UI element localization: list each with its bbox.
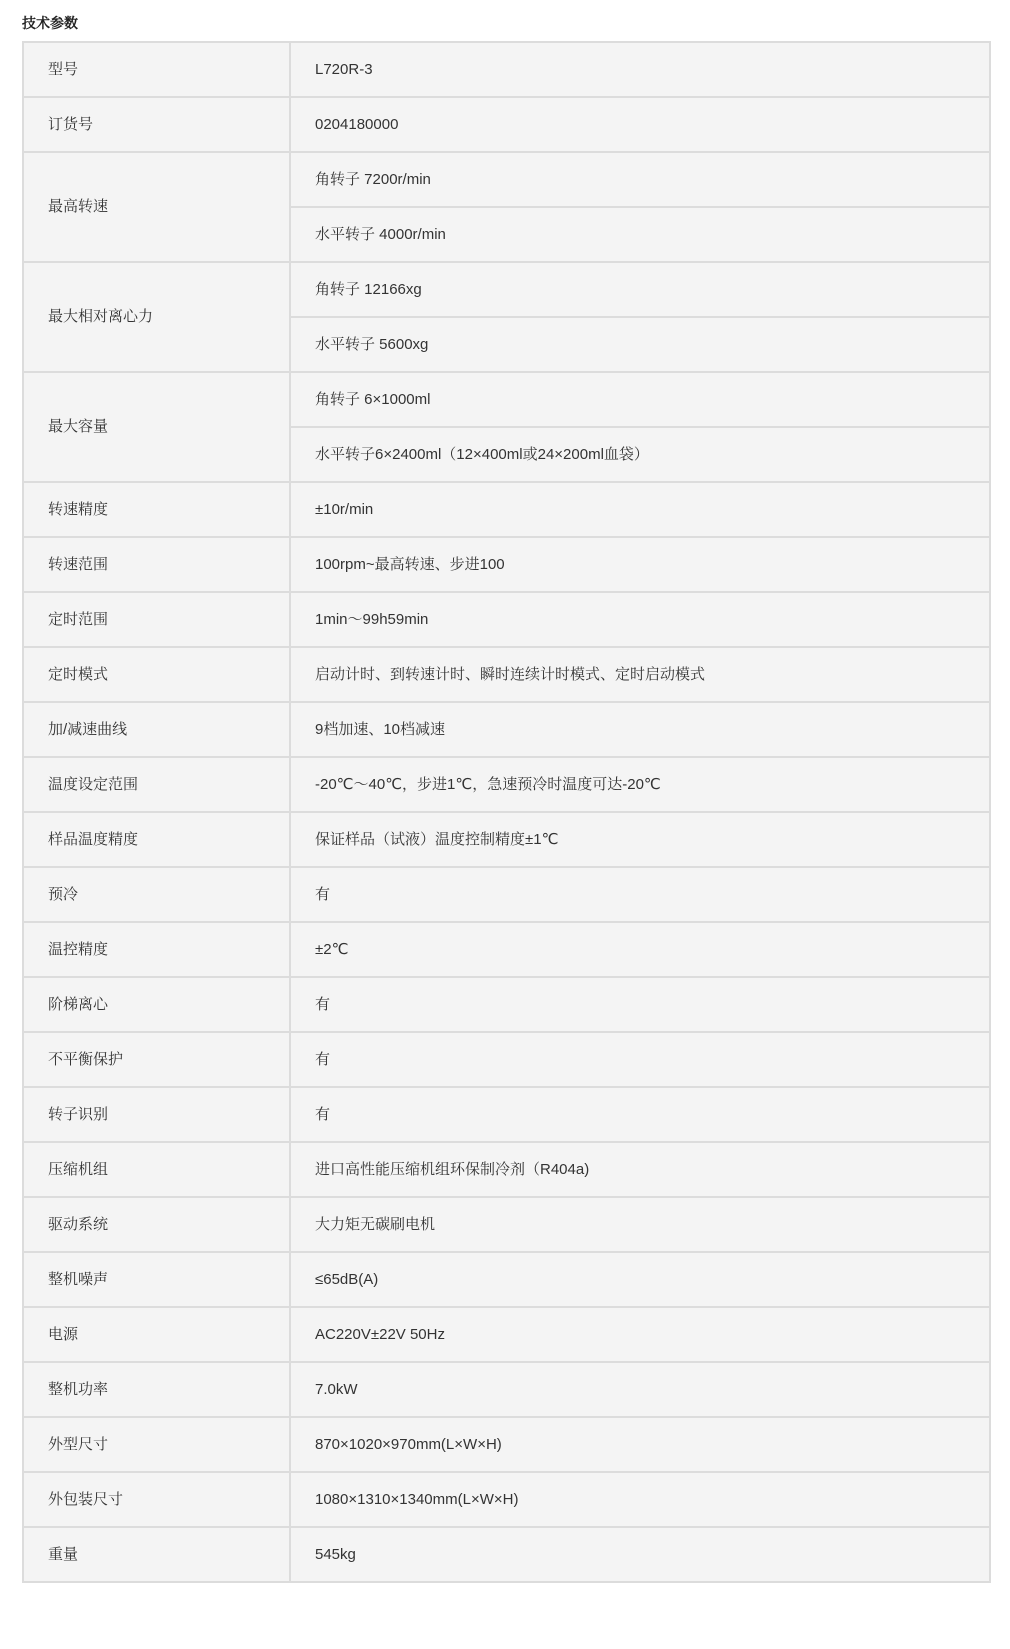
table-row — [23, 1142, 990, 1197]
spec-value: ≤65dB(A) — [290, 1252, 990, 1307]
spec-value: 启动计时、到转速计时、瞬时连续计时模式、定时启动模式 — [290, 647, 990, 702]
spec-label: 加/减速曲线 — [23, 702, 290, 757]
spec-value: 1080×1310×1340mm(L×W×H) — [290, 1472, 990, 1527]
spec-label: 最大容量 — [23, 372, 290, 482]
table-row — [23, 152, 990, 207]
spec-value: 1min～99h59min — [290, 592, 990, 647]
table-row — [23, 1032, 990, 1087]
table-row — [23, 1087, 990, 1142]
spec-label: 转子识别 — [23, 1087, 290, 1142]
table-row — [23, 647, 990, 702]
spec-value: 水平转子 5600xg — [290, 317, 990, 372]
spec-label: 阶梯离心 — [23, 977, 290, 1032]
spec-label: 外型尺寸 — [23, 1417, 290, 1472]
spec-value: 7.0kW — [290, 1362, 990, 1417]
spec-label: 型号 — [23, 42, 290, 97]
spec-value: 有 — [290, 1032, 990, 1087]
spec-value: -20℃～40℃，步进1℃，急速预冷时温度可达-20℃ — [290, 757, 990, 812]
table-row — [23, 262, 990, 317]
spec-table-body — [23, 42, 990, 1582]
spec-value: ±2℃ — [290, 922, 990, 977]
spec-value: AC220V±22V 50Hz — [290, 1307, 990, 1362]
spec-label: 压缩机组 — [23, 1142, 290, 1197]
table-row — [23, 922, 990, 977]
table-row — [23, 42, 990, 97]
spec-value: 100rpm~最高转速、步进100 — [290, 537, 990, 592]
spec-label: 电源 — [23, 1307, 290, 1362]
spec-value: 水平转子6×2400ml（12×400ml或24×200ml血袋） — [290, 427, 990, 482]
spec-value: 角转子 7200r/min — [290, 152, 990, 207]
page-title: 技术参数 — [22, 15, 78, 31]
spec-label: 预冷 — [23, 867, 290, 922]
spec-label: 最大相对离心力 — [23, 262, 290, 372]
spec-label: 样品温度精度 — [23, 812, 290, 867]
spec-value: 870×1020×970mm(L×W×H) — [290, 1417, 990, 1472]
spec-value: 角转子 12166xg — [290, 262, 990, 317]
spec-value: 有 — [290, 867, 990, 922]
table-row — [23, 1527, 990, 1582]
table-row — [23, 537, 990, 592]
spec-label: 最高转速 — [23, 152, 290, 262]
table-row — [23, 702, 990, 757]
table-row — [23, 1417, 990, 1472]
spec-label: 订货号 — [23, 97, 290, 152]
table-row — [23, 812, 990, 867]
spec-value: ±10r/min — [290, 482, 990, 537]
table-row — [23, 757, 990, 812]
spec-value: 水平转子 4000r/min — [290, 207, 990, 262]
table-row — [23, 977, 990, 1032]
spec-label: 转速精度 — [23, 482, 290, 537]
spec-label: 定时范围 — [23, 592, 290, 647]
spec-label: 转速范围 — [23, 537, 290, 592]
spec-label: 温控精度 — [23, 922, 290, 977]
spec-value: 保证样品（试液）温度控制精度±1℃ — [290, 812, 990, 867]
spec-value: 进口高性能压缩机组环保制冷剂（R404a) — [290, 1142, 990, 1197]
table-row — [23, 482, 990, 537]
spec-table — [22, 41, 991, 1583]
spec-label: 驱动系统 — [23, 1197, 290, 1252]
table-row — [23, 97, 990, 152]
spec-label: 整机功率 — [23, 1362, 290, 1417]
table-row — [23, 1472, 990, 1527]
spec-value: 有 — [290, 977, 990, 1032]
spec-value: 545kg — [290, 1527, 990, 1582]
spec-label: 不平衡保护 — [23, 1032, 290, 1087]
table-row — [23, 592, 990, 647]
spec-value: 0204180000 — [290, 97, 990, 152]
spec-value: 大力矩无碳刷电机 — [290, 1197, 990, 1252]
table-row — [23, 1197, 990, 1252]
spec-value: 角转子 6×1000ml — [290, 372, 990, 427]
spec-label: 重量 — [23, 1527, 290, 1582]
spec-value: L720R-3 — [290, 42, 990, 97]
spec-value: 9档加速、10档减速 — [290, 702, 990, 757]
spec-label: 外包装尺寸 — [23, 1472, 290, 1527]
table-row — [23, 1252, 990, 1307]
table-row — [23, 867, 990, 922]
spec-value: 有 — [290, 1087, 990, 1142]
spec-label: 温度设定范围 — [23, 757, 290, 812]
spec-label: 定时模式 — [23, 647, 290, 702]
table-row — [23, 1307, 990, 1362]
table-row — [23, 1362, 990, 1417]
spec-label: 整机噪声 — [23, 1252, 290, 1307]
table-row — [23, 372, 990, 427]
